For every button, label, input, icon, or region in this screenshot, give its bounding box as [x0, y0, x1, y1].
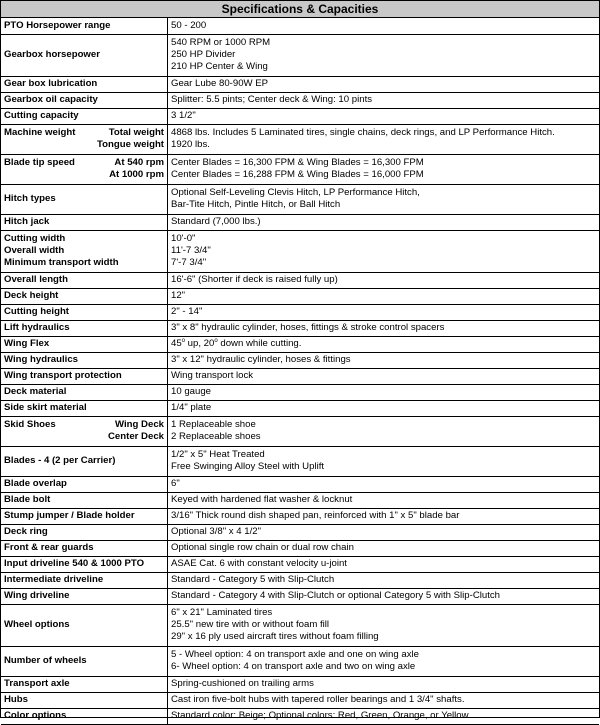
spec-sublabel-text: Wing Deck: [115, 419, 164, 430]
spec-label: [1, 336, 168, 352]
table-row: [1, 76, 599, 92]
table-row: [1, 416, 599, 446]
table-row: [1, 336, 599, 352]
spec-label-text: Hitch jack: [4, 216, 50, 227]
spec-value-text: 540 RPM or 1000 RPM: [171, 37, 271, 48]
spec-label-text: Blade overlap: [4, 478, 67, 489]
spec-value-text: 6- Wheel option: 4 on transport axle and two on wing axle: [171, 661, 416, 672]
spec-label-text: Blade tip speed: [4, 157, 75, 168]
spec-value: [168, 588, 600, 604]
spec-value-part: up, 20: [185, 338, 215, 349]
spec-value-text: Standard - Category 4 with Slip-Clutch or optional Category 5 with Slip-Clutch: [171, 590, 501, 601]
spec-value-text: Optional 3/8" x 4 1/2": [171, 526, 262, 537]
spec-label-text: Cutting capacity: [4, 110, 79, 121]
spec-label: [1, 508, 168, 524]
spec-label: [1, 476, 168, 492]
sheet-title: Specifications & Capacities: [1, 1, 599, 18]
table-row: [1, 368, 599, 384]
spec-value: [168, 304, 600, 320]
spec-value-text: Keyed with hardened flat washer & locknut: [171, 494, 353, 505]
table-row: [1, 384, 599, 400]
spec-value-text: Standard color: Beige; Optional colors: Red, Green, Orange, or Yellow.: [171, 710, 471, 721]
spec-label-text: Front & rear guards: [4, 542, 94, 553]
spec-value-text: Standard - Category 5 with Slip-Clutch: [171, 574, 335, 585]
spec-label: [1, 108, 168, 124]
spec-label: [1, 92, 168, 108]
table-row: [1, 692, 599, 708]
spec-label-text: Wing hydraulics: [4, 354, 79, 365]
spec-label: [1, 588, 168, 604]
spec-label: [1, 76, 168, 92]
spec-value-text: Center Blades = 16,300 FPM & Wing Blades = 16,300 FPM: [171, 157, 424, 168]
table-row: [1, 646, 599, 676]
spec-value-part: 45: [171, 338, 182, 349]
spec-value-text: 3/16" Thick round dish shaped pan, reinforced with 1" x 5" blade bar: [171, 510, 460, 521]
spec-value: [168, 446, 600, 476]
table-row: [1, 476, 599, 492]
spec-label-text: Cutting height: [4, 306, 70, 317]
spec-label-text: Cutting width: [4, 233, 66, 244]
spec-value-text: 4868 lbs. Includes 5 Laminated tires, single chains, deck rings, and LP Performance Hitch.: [171, 127, 555, 138]
spec-value: [168, 604, 600, 646]
spec-label: [1, 540, 168, 556]
spec-value-text: 2" - 14": [171, 306, 203, 317]
table-row: [1, 604, 599, 646]
table-row: [1, 288, 599, 304]
spec-value: [168, 154, 600, 184]
spec-value-text: 10'-0": [171, 233, 196, 244]
spec-label-text: Wing Flex: [4, 338, 50, 349]
spec-value: [168, 214, 600, 230]
spec-label-text: PTO Horsepower range: [4, 19, 111, 31]
spec-value-text: Cast iron five-bolt hubs with tapered roller bearings and 1 3/4" shafts.: [171, 694, 465, 705]
table-row: [1, 352, 599, 368]
table-row: [1, 492, 599, 508]
spec-value-text: 1/4" plate: [171, 402, 212, 413]
spec-label: [1, 352, 168, 368]
spec-label: [1, 692, 168, 708]
spec-label-text: Number of wheels: [4, 655, 87, 666]
spec-label-text: Wheel options: [4, 619, 70, 630]
spec-value-text: 50 - 200: [171, 19, 207, 31]
spec-value-text: 1/2" x 5" Heat Treated: [171, 449, 265, 460]
degree-superscript: o: [181, 338, 186, 344]
spec-label: [1, 214, 168, 230]
spec-value-text: 210 HP Center & Wing: [171, 61, 268, 72]
table-row: [1, 92, 599, 108]
spec-value: [168, 556, 600, 572]
spec-label: [1, 646, 168, 676]
table-row: [1, 524, 599, 540]
spec-value-text: 16'-6" (Shorter if deck is raised fully up): [171, 274, 338, 285]
spec-value-text: 6" x 21" Laminated tires: [171, 607, 273, 618]
spec-value-text: 1 Replaceable shoe: [171, 419, 256, 430]
spec-value-text: 3" x 8" hydraulic cylinder, hoses, fittings & stroke control spacers: [171, 322, 445, 333]
spec-value-text: 5 - Wheel option: 4 on transport axle and one on wing axle: [171, 649, 419, 660]
spec-label-text: Side skirt material: [4, 402, 87, 413]
spec-value: [168, 708, 600, 724]
spec-value: [168, 368, 600, 384]
spec-value-text: 10 gauge: [171, 386, 212, 397]
spec-value: [168, 230, 600, 272]
spec-label-text: Hitch types: [4, 193, 56, 204]
spec-label: [1, 604, 168, 646]
spec-value: [168, 646, 600, 676]
spec-label-text: Transport axle: [4, 678, 70, 689]
spec-value-text: 7'-7 3/4": [171, 257, 207, 268]
spec-label: [1, 368, 168, 384]
spec-label-text: Color options: [4, 710, 67, 721]
spec-label: [1, 124, 168, 154]
table-row: [1, 400, 599, 416]
table-row: [1, 588, 599, 604]
table-row: [1, 572, 599, 588]
spec-value-text: 1920 lbs.: [171, 139, 210, 150]
spec-value-text: 3" x 12" hydraulic cylinder, hoses & fittings: [171, 354, 351, 365]
spec-label-text: Blade bolt: [4, 494, 51, 505]
spec-label-text: Stump jumper / Blade holder: [4, 510, 135, 521]
spec-value: [168, 124, 600, 154]
spec-label: [1, 416, 168, 446]
spec-label: [1, 384, 168, 400]
spec-label: [1, 676, 168, 692]
spec-value: [168, 476, 600, 492]
spec-value: [168, 416, 600, 446]
table-row: [1, 184, 599, 214]
spec-label: [1, 320, 168, 336]
spec-value-text: Wing transport lock: [171, 370, 254, 381]
spec-value-text: 25.5" new tire with or without foam fill: [171, 619, 330, 630]
spec-label-text: Lift hydraulics: [4, 322, 70, 333]
spec-sublabel-text: At 540 rpm: [114, 157, 164, 168]
spec-value: [168, 76, 600, 92]
spec-value: [168, 676, 600, 692]
spec-value-text: Standard (7,000 lbs.): [171, 216, 261, 227]
spec-sublabel-text: Total weight: [108, 127, 164, 138]
spec-value-text: Optional single row chain or dual row chain: [171, 542, 354, 553]
spec-value: [168, 352, 600, 368]
spec-label: [1, 556, 168, 572]
spec-label: [1, 304, 168, 320]
degree-superscript: o: [214, 338, 218, 344]
spec-value: [168, 108, 600, 124]
spec-value-text: 12": [171, 290, 186, 301]
spec-value: [168, 92, 600, 108]
spec-label-text: Gear box lubrication: [4, 78, 98, 89]
spec-value-text: ASAE Cat. 6 with constant velocity u-joint: [171, 558, 347, 569]
spec-value: [168, 692, 600, 708]
spec-label: [1, 572, 168, 588]
spec-sublabel-text: Center Deck: [108, 431, 164, 442]
spec-label-text: Deck height: [4, 290, 59, 301]
spec-label-text: Intermediate driveline: [4, 574, 104, 585]
spec-value-text: 250 HP Divider: [171, 49, 236, 60]
table-row: [1, 556, 599, 572]
spec-label-text: Gearbox horsepower: [4, 49, 100, 60]
spec-label: [1, 154, 168, 184]
spec-value: [168, 540, 600, 556]
spec-value: [168, 384, 600, 400]
spec-label-text: Overall length: [4, 274, 68, 285]
table-row: [1, 214, 599, 230]
spec-label-text: Wing transport protection: [4, 370, 122, 381]
spec-value: [168, 320, 600, 336]
spec-label-text: Gearbox oil capacity: [4, 94, 98, 105]
spec-value-text: Gear Lube 80-90W EP: [171, 78, 269, 89]
spec-value: [168, 18, 600, 34]
spec-value: [168, 34, 600, 76]
spec-value: [168, 336, 600, 352]
spec-value-text: 29" x 16 ply used aircraft tires without foam filling: [171, 631, 379, 642]
table-row: [1, 508, 599, 524]
table-row: [1, 540, 599, 556]
spec-sublabel-text: At 1000 rpm: [109, 169, 164, 180]
table-row: [1, 34, 599, 76]
spec-label-text: Wing driveline: [4, 590, 70, 601]
spec-value-text: Spring-cushioned on trailing arms: [171, 678, 314, 689]
table-row: [1, 676, 599, 692]
specifications-table: [1, 18, 599, 725]
table-row: [1, 446, 599, 476]
spec-value-part: down while cutting.: [217, 338, 302, 349]
spec-value: [168, 272, 600, 288]
table-row: [1, 18, 599, 34]
spec-label-text: Overall width: [4, 245, 65, 256]
spec-label: [1, 184, 168, 214]
table-row: [1, 124, 599, 154]
spec-value: [168, 400, 600, 416]
spec-value: [168, 524, 600, 540]
spec-label: [1, 708, 168, 724]
spec-label-text: Machine weight: [4, 127, 76, 138]
spec-label: [1, 272, 168, 288]
spec-label-text: Deck material: [4, 386, 67, 397]
spec-label-text: Deck ring: [4, 526, 48, 537]
spec-value-text: 11'-7 3/4": [171, 245, 211, 256]
table-row: [1, 230, 599, 272]
spec-label-text: Skid Shoes: [4, 419, 56, 430]
spec-sublabel-text: Tongue weight: [97, 139, 164, 150]
spec-label: [1, 288, 168, 304]
spec-value: [168, 288, 600, 304]
spec-label: [1, 34, 168, 76]
spec-value: [168, 572, 600, 588]
spec-value: [168, 492, 600, 508]
spec-value-text: 6": [171, 478, 180, 489]
spec-label-text: Minimum transport width: [4, 257, 119, 268]
spec-label: [1, 230, 168, 272]
spec-value: [168, 508, 600, 524]
spec-value-text: 2 Replaceable shoes: [171, 431, 261, 442]
table-row: [1, 708, 599, 724]
spec-label: [1, 492, 168, 508]
spec-label: [1, 524, 168, 540]
spec-value-text: Center Blades = 16,288 FPM & Wing Blades = 16,000 FPM: [171, 169, 424, 180]
table-row: [1, 272, 599, 288]
spec-label-text: Blades - 4 (2 per Carrier): [4, 455, 116, 466]
spec-value: [168, 184, 600, 214]
table-row: [1, 304, 599, 320]
spec-label-text: Hubs: [4, 694, 28, 705]
spec-value-text: [171, 338, 301, 349]
spec-label: [1, 400, 168, 416]
spec-label: [1, 446, 168, 476]
table-row: [1, 154, 599, 184]
spec-value-text: Bar-Tite Hitch, Pintle Hitch, or Ball Hitch: [171, 199, 341, 210]
spec-value-text: 3 1/2": [171, 110, 196, 121]
spec-value-text: Optional Self-Leveling Clevis Hitch, LP Performance Hitch,: [171, 187, 420, 198]
table-row: [1, 108, 599, 124]
spec-label-text: Input driveline 540 & 1000 PTO: [4, 558, 145, 569]
spec-label: [1, 18, 168, 34]
spec-value-text: Free Swinging Alloy Steel with Uplift: [171, 461, 325, 472]
table-row: [1, 320, 599, 336]
spec-value-text: Splitter: 5.5 pints; Center deck & Wing: 10 pints: [171, 94, 373, 105]
